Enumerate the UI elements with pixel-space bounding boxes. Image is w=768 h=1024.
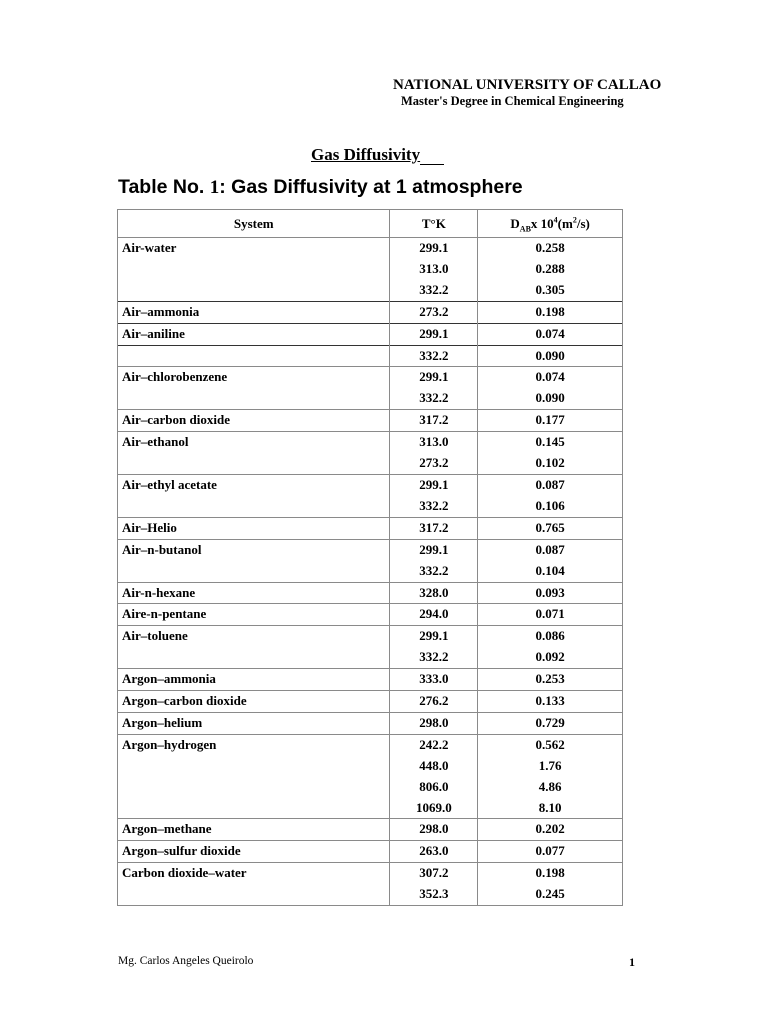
cell-temperature: 313.0 <box>390 432 478 453</box>
cell-system: Air–ethyl acetate <box>118 474 390 495</box>
cell-system: Air–aniline <box>118 323 390 345</box>
cell-system <box>118 756 390 777</box>
cell-diffusivity: 0.253 <box>478 669 623 691</box>
cell-diffusivity: 0.077 <box>478 841 623 863</box>
cell-diffusivity: 0.198 <box>478 863 623 884</box>
header-temperature: T°K <box>390 210 478 238</box>
table-row <box>118 884 623 905</box>
dab-exponent: 4 <box>553 215 558 225</box>
cell-temperature: 317.2 <box>390 410 478 432</box>
cell-diffusivity: 4.86 <box>478 777 623 798</box>
table-row <box>118 259 623 280</box>
cell-system: Aire-n-pentane <box>118 604 390 626</box>
cell-diffusivity: 0.102 <box>478 453 623 474</box>
cell-system: Argon–ammonia <box>118 669 390 691</box>
table-row <box>118 323 623 345</box>
cell-diffusivity: 0.729 <box>478 712 623 734</box>
cell-temperature: 276.2 <box>390 691 478 713</box>
table-row <box>118 863 623 884</box>
cell-temperature: 299.1 <box>390 539 478 560</box>
cell-temperature: 332.2 <box>390 647 478 668</box>
cell-system <box>118 647 390 668</box>
cell-temperature: 332.2 <box>390 280 478 301</box>
footer-author: Mg. Carlos Angeles Queirolo <box>118 955 254 967</box>
dab-unit-open: (m <box>557 215 573 231</box>
cell-system: Air–ethanol <box>118 432 390 453</box>
cell-temperature: 263.0 <box>390 841 478 863</box>
cell-temperature: 317.2 <box>390 517 478 539</box>
table-title-prefix: Table No. <box>118 176 210 198</box>
table-row <box>118 432 623 453</box>
cell-diffusivity: 0.562 <box>478 734 623 755</box>
cell-temperature: 298.0 <box>390 819 478 841</box>
table-header-row <box>118 210 623 238</box>
cell-diffusivity: 0.202 <box>478 819 623 841</box>
table-row <box>118 626 623 647</box>
table-row <box>118 517 623 539</box>
cell-system: Air–ammonia <box>118 301 390 323</box>
cell-temperature: 273.2 <box>390 301 478 323</box>
cell-temperature: 299.1 <box>390 626 478 647</box>
cell-temperature: 332.2 <box>390 345 478 367</box>
cell-temperature: 294.0 <box>390 604 478 626</box>
cell-diffusivity: 0.133 <box>478 691 623 713</box>
table-row <box>118 712 623 734</box>
page-number: 1 <box>629 955 635 969</box>
cell-temperature: 313.0 <box>390 259 478 280</box>
cell-temperature: 332.2 <box>390 561 478 582</box>
table-row <box>118 582 623 604</box>
table-row <box>118 345 623 367</box>
cell-temperature: 242.2 <box>390 734 478 755</box>
table-title-number: 1 <box>209 177 220 198</box>
table-row <box>118 669 623 691</box>
cell-system: Air-water <box>118 238 390 259</box>
cell-diffusivity: 0.074 <box>478 323 623 345</box>
cell-system: Argon–methane <box>118 819 390 841</box>
table-row <box>118 388 623 409</box>
cell-diffusivity: 1.76 <box>478 756 623 777</box>
cell-temperature: 273.2 <box>390 453 478 474</box>
cell-system <box>118 496 390 517</box>
table-row <box>118 604 623 626</box>
cell-temperature: 806.0 <box>390 777 478 798</box>
table-row <box>118 280 623 301</box>
cell-system <box>118 388 390 409</box>
cell-temperature: 332.2 <box>390 496 478 517</box>
table-body <box>118 238 623 906</box>
cell-system <box>118 777 390 798</box>
header-diffusivity <box>478 210 623 238</box>
dab-unit-exponent: 2 <box>572 215 577 225</box>
cell-system: Air–chlorobenzene <box>118 367 390 388</box>
cell-temperature: 352.3 <box>390 884 478 905</box>
cell-system: Argon–sulfur dioxide <box>118 841 390 863</box>
dab-subscript: AB <box>519 224 531 234</box>
cell-diffusivity: 0.765 <box>478 517 623 539</box>
cell-diffusivity: 0.087 <box>478 474 623 495</box>
cell-system: Carbon dioxide–water <box>118 863 390 884</box>
table-row <box>118 798 623 819</box>
dab-multiplier: x 10 <box>530 215 554 231</box>
table-row <box>118 238 623 259</box>
cell-system: Air–n-butanol <box>118 539 390 560</box>
table-row <box>118 841 623 863</box>
cell-temperature: 1069.0 <box>390 798 478 819</box>
cell-system: Air–toluene <box>118 626 390 647</box>
table-row <box>118 647 623 668</box>
table-row <box>118 819 623 841</box>
cell-diffusivity: 0.106 <box>478 496 623 517</box>
cell-temperature: 448.0 <box>390 756 478 777</box>
table-row <box>118 734 623 755</box>
cell-diffusivity: 0.145 <box>478 432 623 453</box>
cell-system: Air–carbon dioxide <box>118 410 390 432</box>
table-row <box>118 410 623 432</box>
diffusivity-table <box>117 209 623 906</box>
title-underline-tail <box>420 150 444 165</box>
cell-diffusivity: 0.074 <box>478 367 623 388</box>
table-row <box>118 474 623 495</box>
table-row <box>118 539 623 560</box>
table-row <box>118 561 623 582</box>
cell-system <box>118 453 390 474</box>
document-title-text: Gas Diffusivity <box>311 145 421 164</box>
table-row <box>118 453 623 474</box>
cell-diffusivity: 0.245 <box>478 884 623 905</box>
cell-temperature: 332.2 <box>390 388 478 409</box>
document-title <box>311 145 444 165</box>
cell-diffusivity: 8.10 <box>478 798 623 819</box>
cell-system: Air–Helio <box>118 517 390 539</box>
dab-symbol: D <box>510 215 520 231</box>
cell-diffusivity: 0.090 <box>478 388 623 409</box>
table-row <box>118 496 623 517</box>
cell-diffusivity: 0.198 <box>478 301 623 323</box>
table-row <box>118 301 623 323</box>
cell-diffusivity: 0.305 <box>478 280 623 301</box>
cell-system <box>118 259 390 280</box>
table-title <box>118 176 523 199</box>
cell-temperature: 299.1 <box>390 474 478 495</box>
program-name: Master's Degree in Chemical Engineering <box>401 94 624 108</box>
cell-temperature: 299.1 <box>390 323 478 345</box>
table-row <box>118 756 623 777</box>
cell-diffusivity: 0.071 <box>478 604 623 626</box>
header-system: System <box>118 210 390 238</box>
cell-system: Air-n-hexane <box>118 582 390 604</box>
dab-unit-close: /s) <box>576 215 590 231</box>
cell-system <box>118 561 390 582</box>
cell-temperature: 298.0 <box>390 712 478 734</box>
university-name: NATIONAL UNIVERSITY OF CALLAO <box>393 77 662 93</box>
cell-system: Argon–hydrogen <box>118 734 390 755</box>
cell-system <box>118 345 390 367</box>
cell-diffusivity: 0.086 <box>478 626 623 647</box>
cell-diffusivity: 0.288 <box>478 259 623 280</box>
cell-temperature: 299.1 <box>390 238 478 259</box>
cell-system <box>118 280 390 301</box>
cell-diffusivity: 0.090 <box>478 345 623 367</box>
cell-diffusivity: 0.087 <box>478 539 623 560</box>
cell-diffusivity: 0.177 <box>478 410 623 432</box>
cell-temperature: 333.0 <box>390 669 478 691</box>
cell-diffusivity: 0.258 <box>478 238 623 259</box>
cell-diffusivity: 0.104 <box>478 561 623 582</box>
cell-temperature: 307.2 <box>390 863 478 884</box>
cell-diffusivity: 0.092 <box>478 647 623 668</box>
cell-diffusivity: 0.093 <box>478 582 623 604</box>
table-row <box>118 691 623 713</box>
table-title-rest: : Gas Diffusivity at 1 atmosphere <box>219 176 523 198</box>
cell-system <box>118 798 390 819</box>
table-row <box>118 367 623 388</box>
cell-temperature: 328.0 <box>390 582 478 604</box>
cell-system: Argon–helium <box>118 712 390 734</box>
table-row <box>118 777 623 798</box>
cell-system <box>118 884 390 905</box>
cell-temperature: 299.1 <box>390 367 478 388</box>
cell-system: Argon–carbon dioxide <box>118 691 390 713</box>
